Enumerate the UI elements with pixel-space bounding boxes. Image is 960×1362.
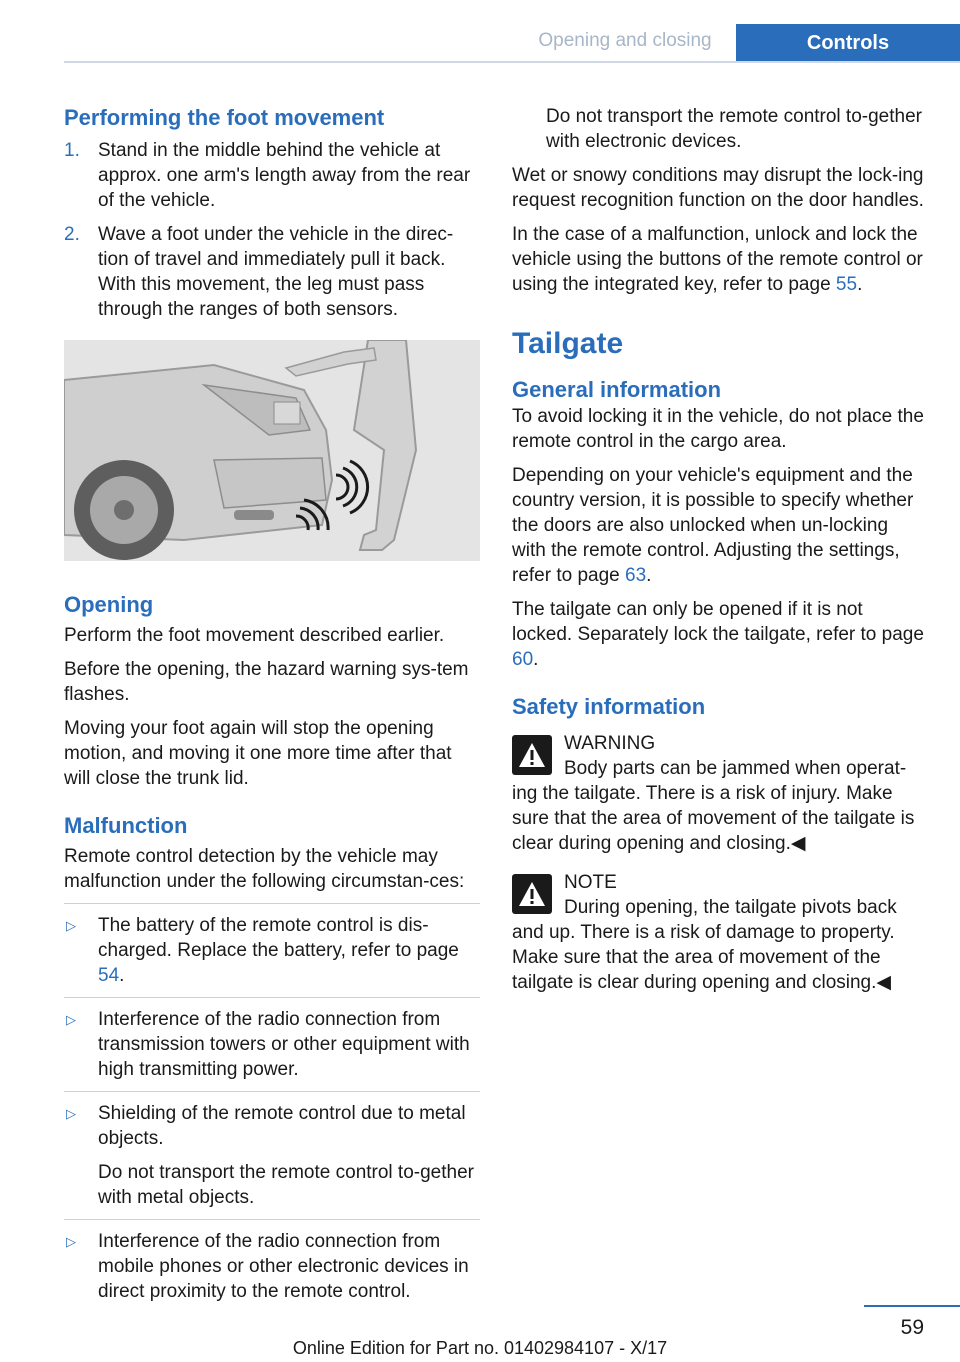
warning-label: WARNING bbox=[564, 733, 656, 754]
bullet-item bbox=[64, 1007, 480, 1082]
malfunction-fallback-paragraph: In the case of a malfunction, unlock and lock the vehicle using the buttons of the remote control or using the integrated key, refer to page 55. bbox=[512, 224, 923, 295]
opening-paragraph: Before the opening, the hazard warning sys‐tem flashes. bbox=[64, 659, 469, 705]
heading-opening: Opening bbox=[64, 592, 154, 617]
page-link-63[interactable]: 63 bbox=[625, 565, 647, 586]
step-text: Stand in the middle behind the vehicle at approx. one arm's length away from the rear of the vehicle. bbox=[98, 140, 471, 211]
page-link-54[interactable]: 54 bbox=[98, 965, 120, 986]
continued-bullet-text: Do not transport the remote control to‐gether with electronic devices. bbox=[546, 106, 922, 152]
list-divider bbox=[64, 903, 480, 904]
heading-safety-information: Safety information bbox=[512, 694, 706, 719]
header-section-title: Opening and closing bbox=[538, 30, 712, 51]
step-2 bbox=[64, 222, 480, 322]
note-block bbox=[512, 870, 924, 920]
warning-triangle-icon bbox=[512, 874, 552, 914]
foot-movement-illustration bbox=[64, 340, 480, 561]
general-paragraph: To avoid locking it in the vehicle, do not place the remote control in the cargo area. bbox=[512, 406, 924, 452]
warning-first-line: Body parts can be jammed when operat‐ bbox=[564, 758, 907, 779]
step-text: Wave a foot under the vehicle in the direc‐tion of travel and immediately pull it back. With this movement, the leg must pass through the ranges of both sensors. bbox=[98, 224, 454, 320]
bullet-text: Shielding of the remote control due to metal objects. bbox=[98, 1103, 466, 1149]
warning-block bbox=[512, 731, 924, 781]
opening-paragraph: Moving your foot again will stop the opening motion, and moving it one more time after that will close the trunk lid. bbox=[64, 718, 452, 789]
note-first-line: During opening, the tailgate pivots back bbox=[564, 897, 897, 918]
malfunction-intro: Remote control detection by the vehicle may malfunction under the following circumstan‐ces: bbox=[64, 846, 465, 892]
page-number: 59 bbox=[900, 1316, 924, 1339]
heading-tailgate: Tailgate bbox=[512, 327, 624, 360]
general-paragraph: Depending on your vehicle's equipment and the country version, it is possible to specify whether the doors are also unlocked when un‐locking with the remote control. Adjusting the settings, refer to page 63. bbox=[512, 465, 914, 586]
car-rear-illustration bbox=[64, 340, 480, 561]
wet-conditions-paragraph: Wet or snowy conditions may disrupt the lock‐ing request recognition function on the door handles. bbox=[512, 165, 924, 211]
page-link-60[interactable]: 60 bbox=[512, 649, 534, 670]
step-number: 1. bbox=[64, 140, 80, 161]
header-divider bbox=[64, 61, 960, 63]
step-number: 2. bbox=[64, 224, 80, 245]
bullet-triangle-icon: ▷ bbox=[66, 918, 76, 933]
bullet-text: Interference of the radio connection from mobile phones or other electronic devices in direct proximity to the remote control. bbox=[98, 1231, 469, 1302]
left-column bbox=[64, 104, 480, 1313]
bullet-item bbox=[64, 1229, 480, 1304]
warning-text: ing the tailgate. There is a risk of injury. Make sure that the area of movement of the tailgate is clear during opening and closing.◀ bbox=[512, 783, 915, 854]
bullet-subtext: Do not transport the remote control to‐gether with metal objects. bbox=[98, 1162, 474, 1208]
edition-footer: Online Edition for Part no. 01402984107 - X/17 bbox=[292, 1338, 668, 1358]
warning-triangle-icon bbox=[512, 735, 552, 775]
right-column bbox=[512, 104, 924, 1004]
header-chapter-tab[interactable]: Controls bbox=[736, 24, 960, 62]
list-divider bbox=[64, 1219, 480, 1220]
heading-malfunction: Malfunction bbox=[64, 813, 188, 838]
heading-general-information: General information bbox=[512, 377, 722, 402]
opening-paragraph: Perform the foot movement described earlier. bbox=[64, 625, 445, 646]
note-text: and up. There is a risk of damage to property. Make sure that the area of movement of the tailgate is clear during opening and closing.◀ bbox=[512, 922, 895, 993]
bullet-triangle-icon: ▷ bbox=[66, 1106, 76, 1121]
step-1 bbox=[64, 138, 480, 213]
footer-divider bbox=[864, 1305, 960, 1307]
list-divider bbox=[64, 1091, 480, 1092]
page-link-55[interactable]: 55 bbox=[835, 274, 858, 295]
bullet-item bbox=[64, 913, 480, 988]
list-divider bbox=[64, 997, 480, 998]
bullet-triangle-icon: ▷ bbox=[66, 1234, 76, 1249]
bullet-text: The battery of the remote control is dis‐charged. Replace the battery, refer to page 54. bbox=[98, 915, 459, 986]
bullet-triangle-icon: ▷ bbox=[66, 1012, 76, 1027]
bullet-item bbox=[64, 1101, 480, 1210]
general-paragraph: The tailgate can only be opened if it is not locked. Separately lock the tailgate, refer to page 60. bbox=[512, 599, 924, 670]
heading-foot-movement: Performing the foot movement bbox=[64, 105, 385, 130]
bullet-text: Interference of the radio connection from transmission towers or other equipment with high transmitting power. bbox=[98, 1009, 470, 1080]
note-label: NOTE bbox=[564, 872, 617, 893]
